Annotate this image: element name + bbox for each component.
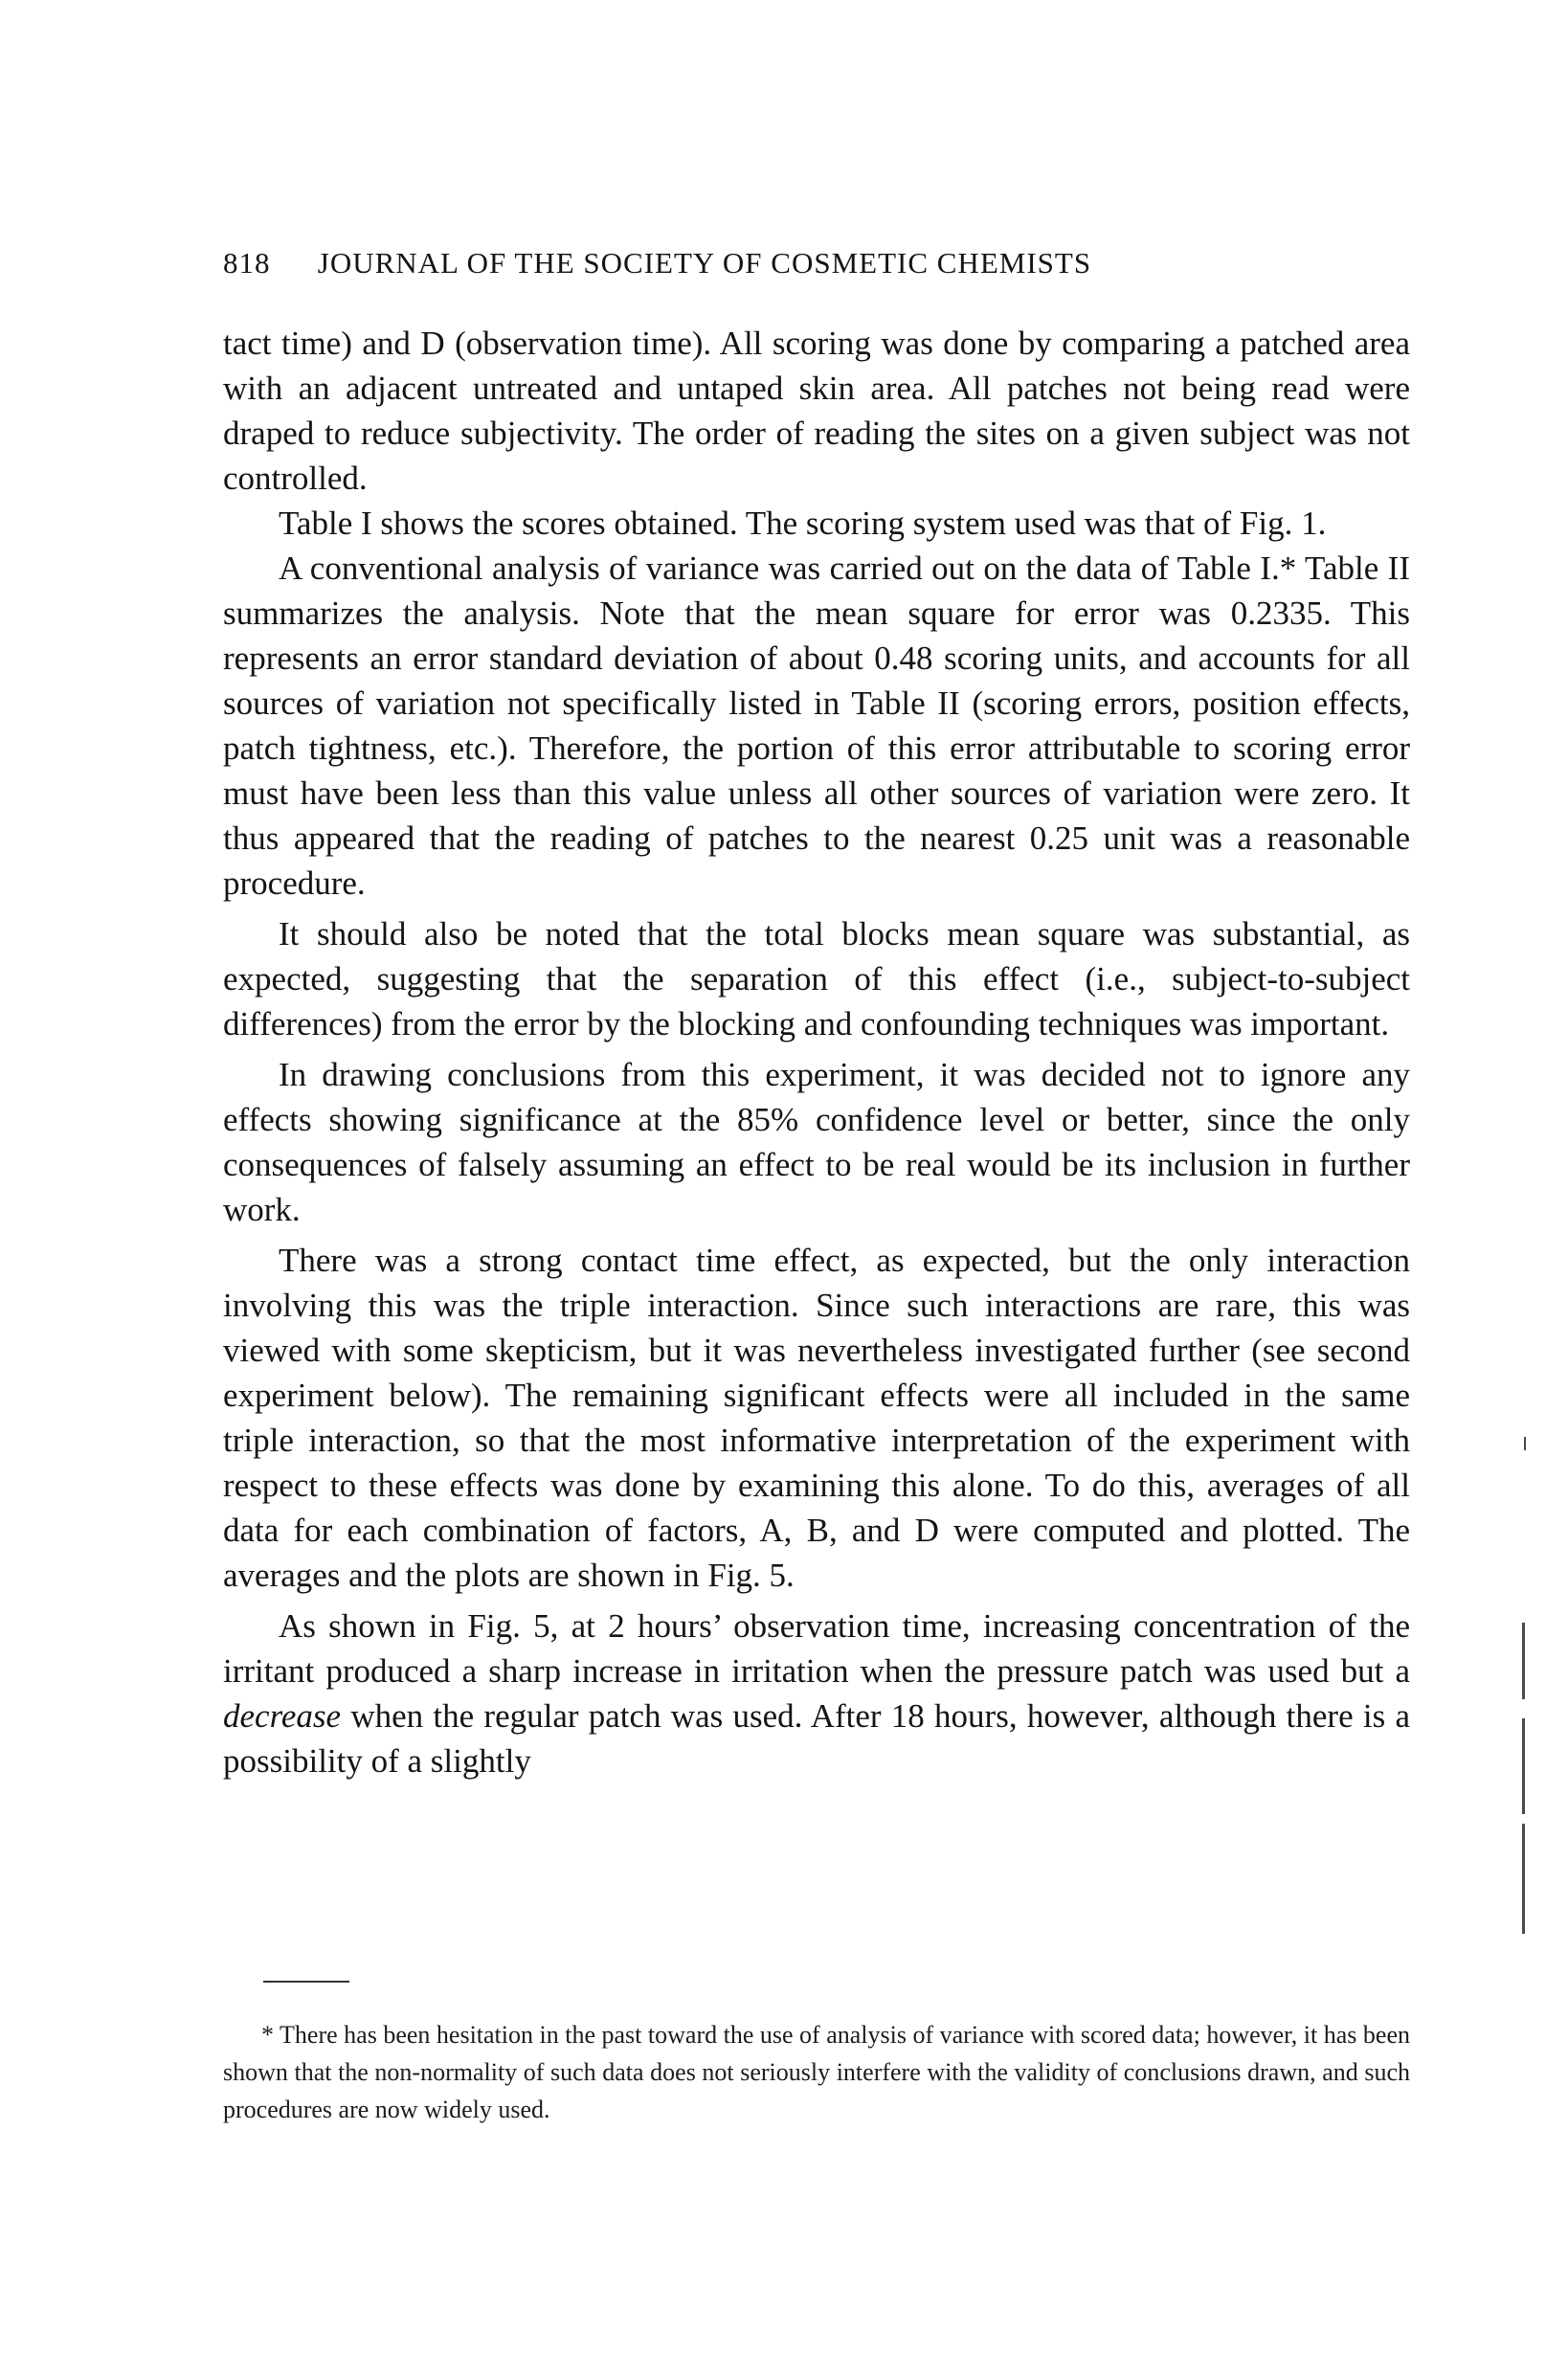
paragraph-contact-time-effect: There was a strong contact time effect, as expected, but the only interaction involving this was the triple interaction. Since such interactions are rare, this was viewed with some skepticism, but it was nevertheless investigated further (see second experiment below). The remaining significant effects were all included in the same triple interaction, so that the most informative interpretation of the experiment with respect to these effects was done by examining this alone. To do this, averages of all data for each combination of factors, A, B, and D were computed and plotted. The averages and the plots are shown in Fig. 5. <box>223 1242 1410 1594</box>
scan-edge-mark <box>1522 1718 1525 1814</box>
body-text <box>223 321 1410 1783</box>
paragraph-continued: tact time) and D (observation time). All scoring was done by comparing a patched area with an adjacent untreated and untaped skin area. All patches not being read were draped to reduce subjectivity. The order of reading the sites on a given subject was not controlled. <box>223 325 1410 497</box>
emphasis-decrease: decrease <box>223 1697 342 1735</box>
paragraph-blocks-mean-square: It should also be noted that the total blocks mean square was substantial, as expected, suggesting that the separation of this effect (i.e., subject-to-subject differences) from the error by the blocking and confounding techniques was important. <box>223 915 1410 1043</box>
paragraph-conclusions: In drawing conclusions from this experiment, it was decided not to ignore any effects showing significance at the 85% confidence level or better, since the only consequences of falsely assuming an effect to be real would be its inclusion in further work. <box>223 1056 1410 1228</box>
running-head <box>223 245 1410 281</box>
paragraph-table-scores: Table I shows the scores obtained. The scoring system used was that of Fig. 1. <box>279 505 1327 542</box>
paragraph-fig5-results-text-end: when the regular patch was used. After 18 hours, however, although there is a possibility of a slightly <box>223 1697 1410 1780</box>
page-number: 818 <box>223 246 271 280</box>
paragraph-analysis-of-variance: A conventional analysis of variance was carried out on the data of Table I.* Table II summarizes the analysis. Note that the mean square for error was 0.2335. This represents an error standard deviation of about 0.48 scoring units, and accounts for all sources of variation not specifically listed in Table II (scoring errors, position effects, patch tightness, etc.). Therefore, the portion of this error attributable to scoring error must have been less than this value unless all other sources of variation were zero. It thus appeared that the reading of patches to the nearest 0.25 unit was a reasonable procedure. <box>223 549 1410 902</box>
scan-edge-mark <box>1522 1623 1525 1699</box>
paragraph-fig5-results <box>223 1603 1410 1783</box>
footnote-rule <box>263 1981 349 1983</box>
footnote: * There has been hesitation in the past toward the use of analysis of variance with scored data; however, it has been shown that the non-normality of such data does not seriously interfere with the validity of conclusions drawn, and such procedures are now widely used. <box>223 2021 1410 2123</box>
scan-edge-mark <box>1524 1437 1526 1450</box>
journal-title: JOURNAL OF THE SOCIETY OF COSMETIC CHEMISTS <box>317 246 1092 280</box>
paragraph-fig5-results-text-start: As shown in Fig. 5, at 2 hours’ observation time, increasing concentration of the irritant produced a sharp increase in irritation when the pressure patch was used but a <box>223 1607 1410 1690</box>
scan-edge-mark <box>1522 1824 1525 1934</box>
